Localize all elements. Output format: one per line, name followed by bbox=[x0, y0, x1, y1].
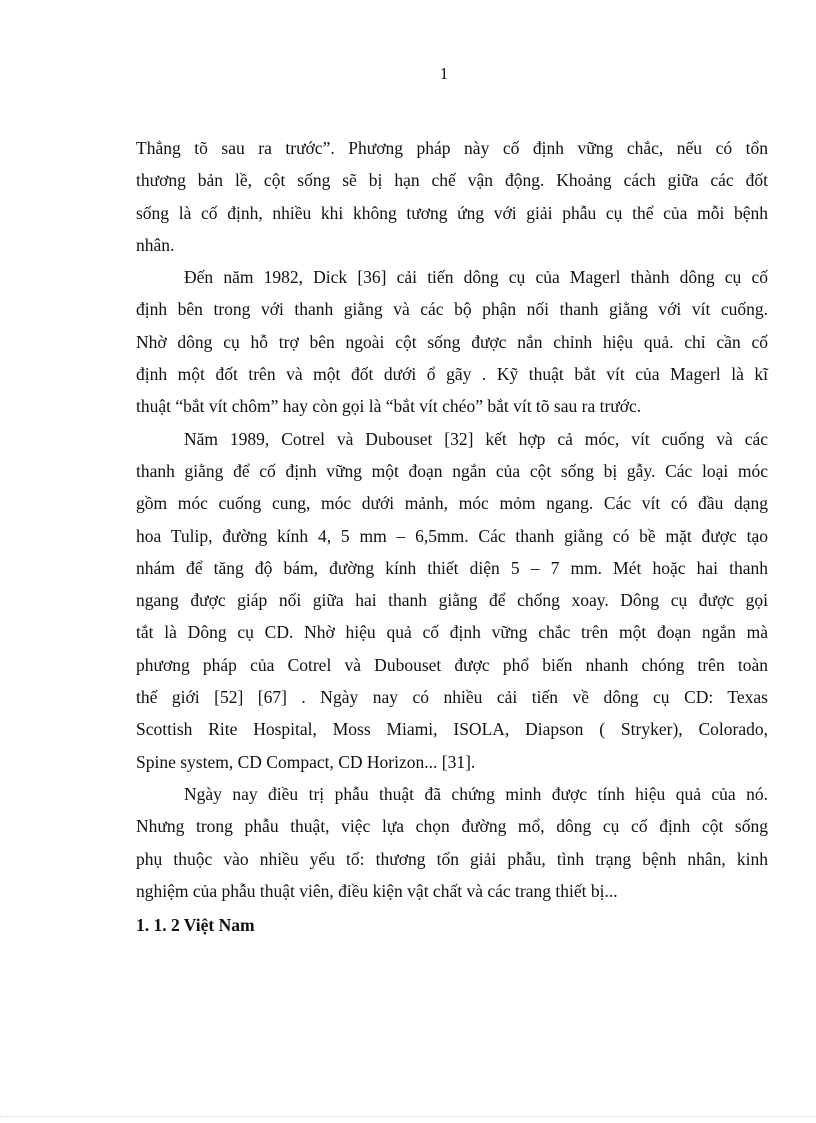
text-line: nhân. bbox=[136, 234, 175, 255]
page-number: 1 bbox=[439, 64, 449, 83]
text-line: Đến năm 1982, Dick [36] cải tiến dông cụ của Magerl thành dông cụ cố bbox=[184, 267, 768, 288]
text-line: nhám để tăng độ bám, đường kính thiết diện 5 – 7 mm. Mét hoặc hai thanh bbox=[136, 557, 768, 578]
text-line: định một đốt trên và một đốt dưới ổ gãy . Kỹ thuật bắt vít của Magerl là kĩ bbox=[136, 364, 768, 385]
text-line: nghiệm của phẫu thuật viên, điều kiện vật chất và các trang thiết bị... bbox=[136, 880, 618, 901]
document-body bbox=[136, 132, 768, 941]
paragraph bbox=[136, 261, 768, 422]
text-line: phương pháp của Cotrel và Dubouset được phổ biến nhanh chóng trên toàn bbox=[136, 654, 768, 675]
text-line: Năm 1989, Cotrel và Dubouset [32] kết hợp cả móc, vít cuống và các bbox=[184, 428, 768, 449]
text-line: định bên trong với thanh giằng và các bộ phận nối thanh giằng với vít cuống. bbox=[136, 299, 768, 320]
text-line: gồm móc cuống cung, móc dưới mảnh, móc mỏm ngang. Các vít có đầu dạng bbox=[136, 493, 768, 514]
text-line: thanh giằng để cố định vững một đoạn ngắn của cột sống bị gẫy. Các loại móc bbox=[136, 460, 768, 481]
text-line: Ngày nay điều trị phẫu thuật đã chứng minh được tính hiệu quả của nó. bbox=[184, 783, 768, 804]
text-line: Nhưng trong phẫu thuật, việc lựa chọn đường mổ, dông cụ cố định cột sống bbox=[136, 816, 768, 837]
paragraph bbox=[136, 423, 768, 778]
text-line: hoa Tulip, đường kính 4, 5 mm – 6,5mm. Các thanh giằng có bề mặt được tạo bbox=[136, 525, 768, 546]
text-line: Spine system, CD Compact, CD Horizon... [31]. bbox=[136, 751, 476, 772]
section-heading: 1. 1. 2 Việt Nam bbox=[136, 915, 255, 936]
text-line: Scottish Rite Hospital, Moss Miami, ISOLA, Diapson ( Stryker), Colorado, bbox=[136, 719, 768, 740]
paragraph-list bbox=[136, 132, 768, 907]
paragraph bbox=[136, 778, 768, 907]
text-line: thương bản lề, cột sống sẽ bị hạn chế vận động. Khoảng cách giữa các đốt bbox=[136, 170, 768, 191]
text-line: phụ thuộc vào nhiều yếu tố: thương tổn giải phẫu, tình trạng bệnh nhân, kinh bbox=[136, 848, 768, 869]
text-line: ngang được giáp nối giữa hai thanh giằng để chống xoay. Dông cụ được gọi bbox=[136, 590, 768, 611]
page-bottom-rule bbox=[0, 1116, 816, 1117]
text-line: Nhờ dông cụ hỗ trợ bên ngoài cột sống được nắn chỉnh hiệu quả. chỉ cần cố bbox=[136, 331, 768, 352]
text-line: tắt là Dông cụ CD. Nhờ hiệu quả cố định vững chắc trên một đoạn ngắn mà bbox=[136, 622, 768, 643]
text-line: Thẳng tõ sau ra trước”. Phương pháp này cố định vững chắc, nếu có tổn bbox=[136, 138, 768, 158]
text-line: thuật “bắt vít chôm” hay còn gọi là “bắt vít chéo” bắt vít tõ sau ra trước. bbox=[136, 396, 642, 417]
text-line: thế giới [52] [67] . Ngày nay có nhiều cải tiến về dông cụ CD: Texas bbox=[136, 687, 768, 708]
text-line: sống là cố định, nhiều khi không tương ứng với giải phẫu cụ thể của mỗi bệnh bbox=[136, 202, 768, 223]
paragraph bbox=[136, 132, 768, 261]
